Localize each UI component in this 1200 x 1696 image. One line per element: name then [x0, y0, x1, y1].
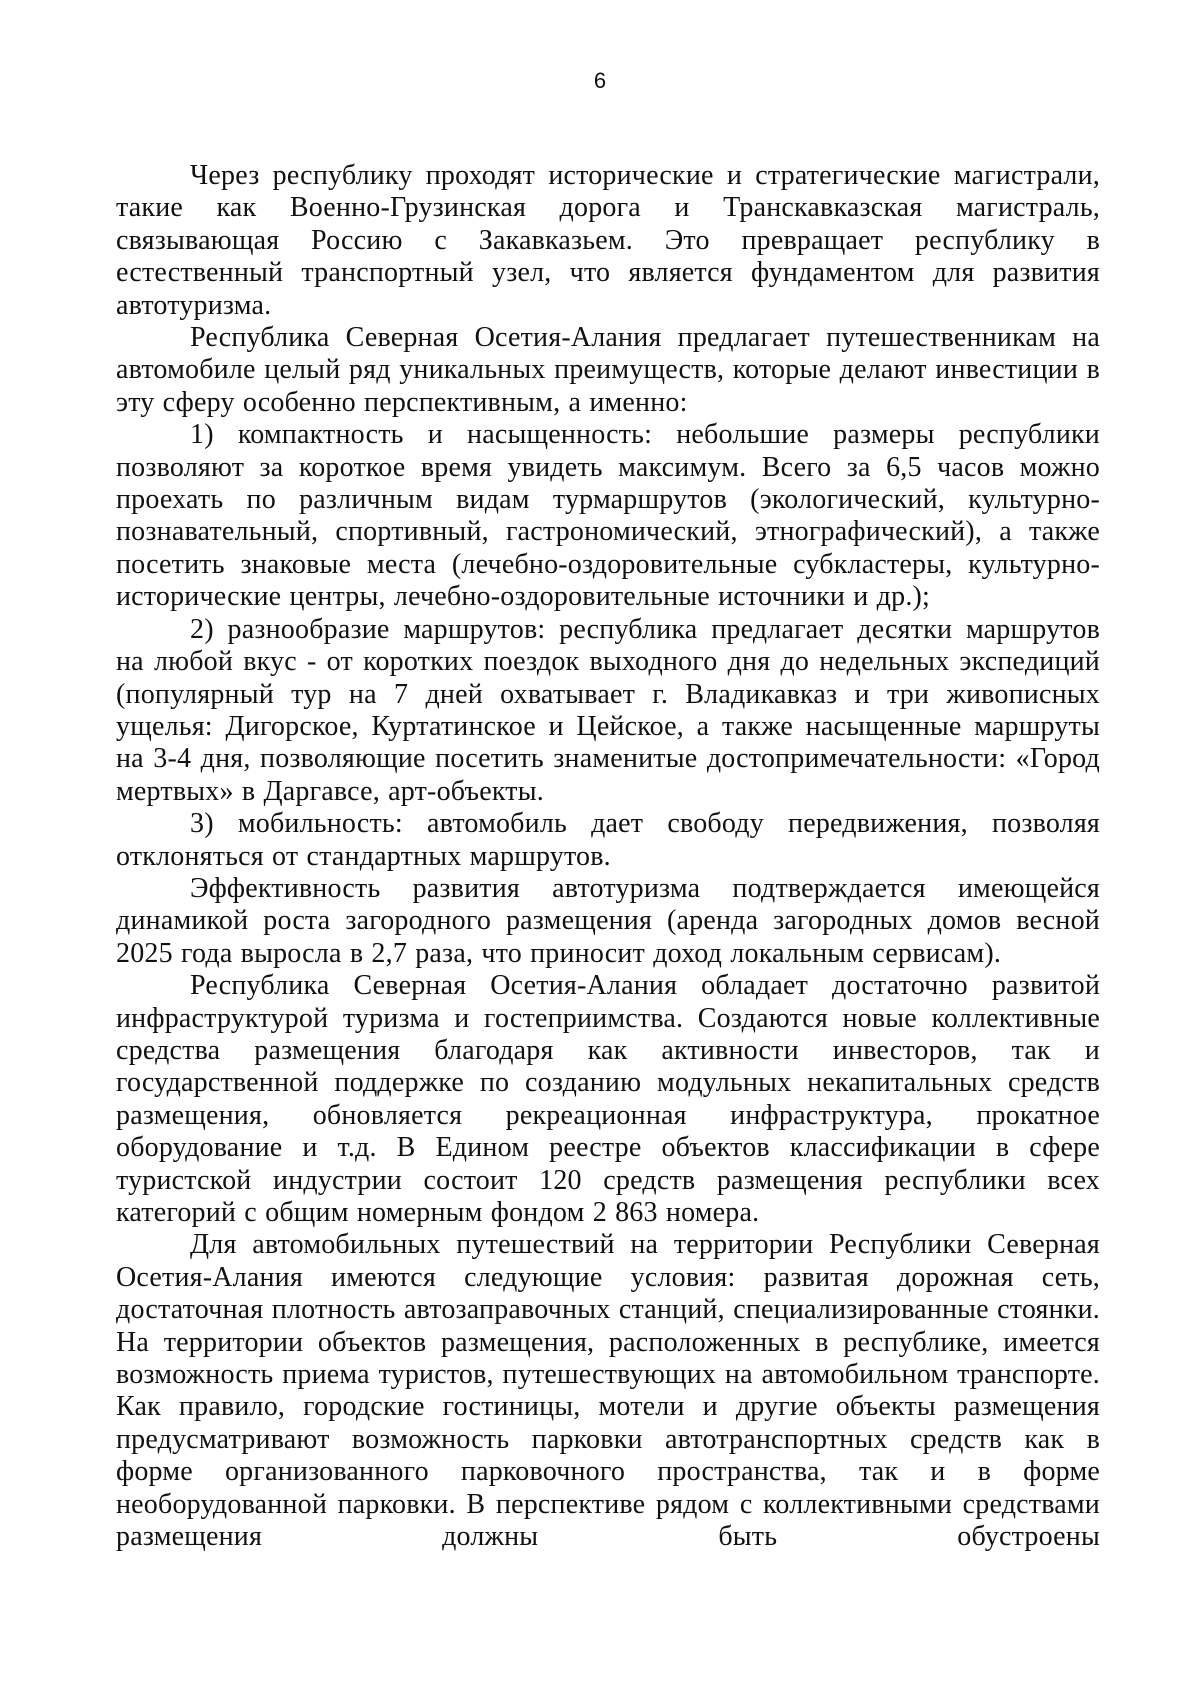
page-number: 6: [593, 68, 607, 93]
paragraph-advantages-intro: Республика Северная Осетия-Алания предлагает путешественникам на автомобиле целый ряд уникальных преимуществ, которые делают инвестиции в эту сферу особенно перспективным, а именно:: [116, 322, 1100, 418]
list-item-mobility: 3) мобильность: автомобиль дает свободу передвижения, позволяя отклоняться от стандартных маршрутов.: [116, 808, 1100, 872]
list-item-compactness: 1) компактность и насыщенность: небольшие размеры республики позволяют за короткое время увидеть максимум. Всего за 6,5 часов можно проехать по различным видам турмаршрутов (экологический, культурно-познавательный, спортивный, гастрономический, этнографический), а также посетить знаковые места (лечебно-оздоровительные субкластеры, культурно-исторические центры, лечебно-оздоровительные источники и др.);: [116, 419, 1100, 613]
list-item-route-variety: 2) разнообразие маршрутов: республика предлагает десятки маршрутов на любой вкус - от коротких поездок выходного дня до недельных экспедиций (популярный тур на 7 дней охватывает г. Владикавказ и три живописных ущелья: Дигорское, Куртатинское и Цейское, а также насыщенные маршруты на 3-4 дня, позволяющие посетить знаменитые достопримечательности: «Город мертвых» в Даргавсе, арт-объекты.: [116, 613, 1100, 807]
document-body: [116, 160, 1100, 1553]
paragraph-transport-corridors: Через республику проходят исторические и стратегические магистрали, такие как Военно-Грузинская дорога и Транскавказская магистраль, связывающая Россию с Закавказьем. Это превращает республику в естественный транспортный узел, что является фундаментом для развития автотуризма.: [116, 160, 1100, 321]
paragraph-infrastructure: Республика Северная Осетия-Алания обладает достаточно развитой инфраструктурой туризма и гостеприимства. Создаются новые коллективные средства размещения благодаря как активности инвесторов, так и государственной поддержке по созданию модульных некапитальных средств размещения, обновляется рекреационная инфраструктура, прокатное оборудование и т.д. В Едином реестре объектов классификации в сфере туристской индустрии состоит 120 средств размещения республики всех категорий с общим номерным фондом 2 863 номера.: [116, 970, 1100, 1228]
paragraph-effectiveness: Эффективность развития автотуризма подтверждается имеющейся динамикой роста загородного размещения (аренда загородных домов весной 2025 года выросла в 2,7 раза, что приносит доход локальным сервисам).: [116, 872, 1100, 969]
paragraph-auto-travel-conditions: Для автомобильных путешествий на территории Республики Северная Осетия-Алания имеются следующие условия: развитая дорожная сеть, достаточная плотность автозаправочных станций, специализированные стоянки. На территории объектов размещения, расположенных в республике, имеется возможность приема туристов, путешествующих на автомобильном транспорте. Как правило, городские гостиницы, мотели и другие объекты размещения предусматривают возможность парковки автотранспортных средств как в форме организованного парковочного пространства, так и в форме необорудованной парковки. В перспективе рядом с коллективными средствами размещения должны быть обустроены: [116, 1229, 1100, 1553]
